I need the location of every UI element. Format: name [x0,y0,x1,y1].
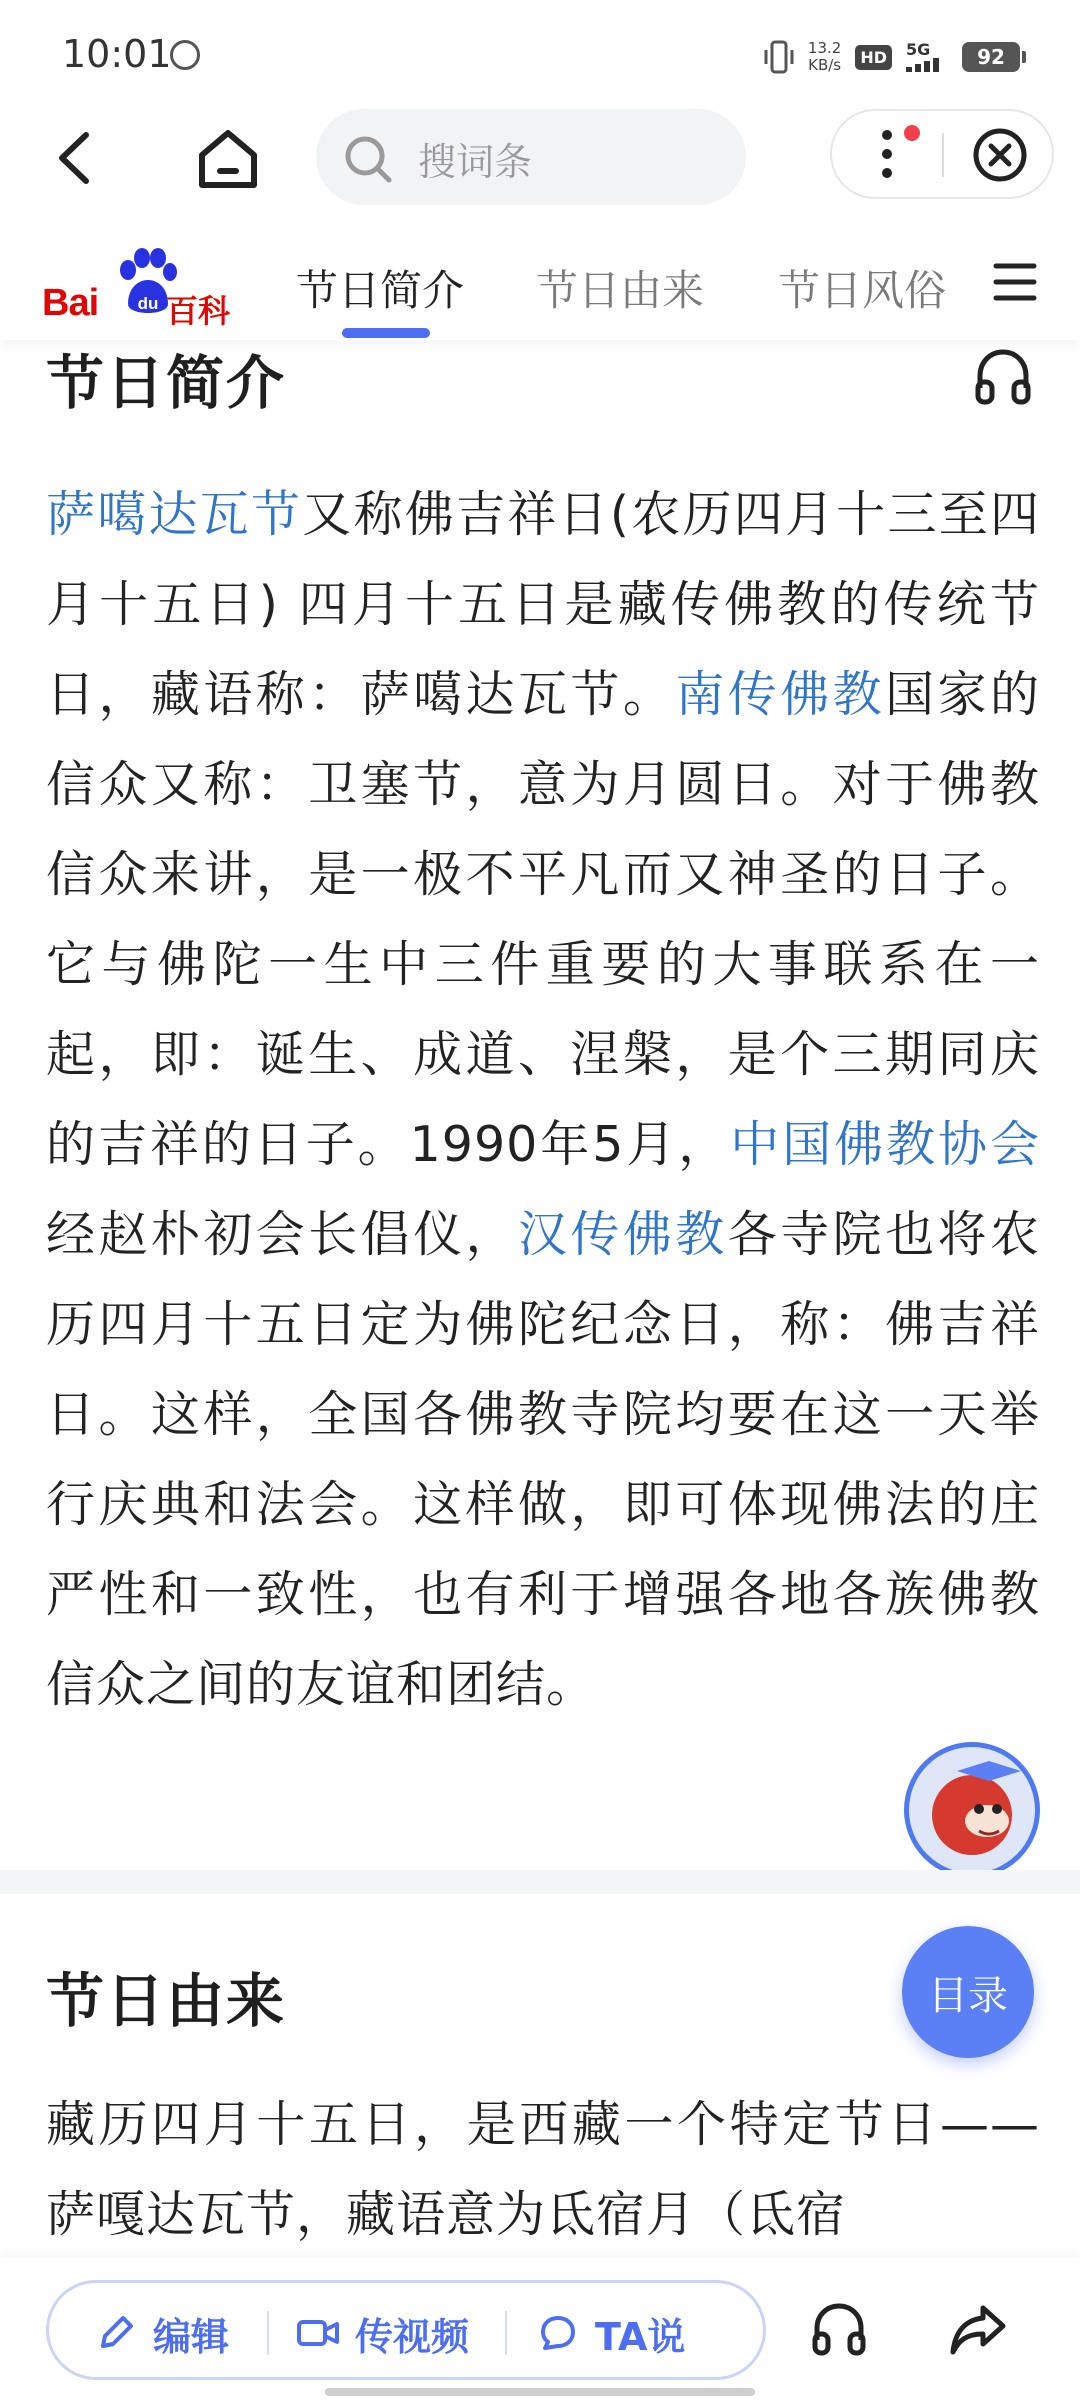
share-icon[interactable] [945,2296,1011,2362]
logo-du: du [137,294,159,313]
origin-text: 藏历四月十五日，是西藏一个特定节日——萨嘎达瓦节，藏语意为氐宿月（氐宿 [46,2096,1040,2243]
headphone-icon[interactable] [970,344,1036,410]
tab-origin[interactable]: 节日由来 [536,266,705,315]
data-saver-icon [170,40,200,70]
notification-dot [904,125,920,141]
signal-icon [906,58,948,72]
network-speed [808,40,841,74]
link-sagadawa[interactable]: 萨噶达瓦节 [46,486,303,543]
video-camera-icon [295,2310,341,2356]
link-buddhist-association[interactable]: 中国佛教协会 [730,1116,1040,1173]
network-type: 5G [906,40,931,59]
baidu-baike-logo[interactable] [42,240,242,330]
capsule-menu [830,109,1054,199]
ta-say-button[interactable] [535,2305,685,2361]
section-title-intro: 节日简介 [46,349,287,417]
vibrate-icon [764,40,794,74]
tab-customs[interactable]: 节日风俗 [778,266,947,315]
video-label: 传视频 [355,2314,470,2359]
upload-video-button[interactable] [295,2305,469,2361]
section-tabs [0,220,1080,340]
bottom-bar [0,2258,1080,2400]
battery-level: 92 [977,45,1005,69]
section-title-origin: 节日由来 [46,1967,287,2035]
listen-headphone-icon[interactable] [808,2298,870,2360]
search-input[interactable] [316,109,746,205]
action-divider [267,2311,269,2355]
intro-text-3: 经赵朴初会长倡仪， [46,1206,518,1263]
tab-intro[interactable]: 节日简介 [296,266,465,315]
home-icon[interactable] [190,121,266,197]
ta-label: TA说 [595,2314,686,2359]
active-tab-indicator [342,328,430,338]
top-nav [0,105,1080,215]
search-icon [342,133,394,185]
logo-baike: 百科 [166,292,231,330]
battery-icon [962,42,1020,72]
intro-text-4: 各寺院也将农历四月十五日定为佛陀纪念日，称：佛吉祥日。这样，全国各佛教寺院均要在这一天举行庆典和法会。这样做，即可体现佛法的庄严性和一致性，也有利于增强各地各族佛教信众之间的友谊和团结。 [46,1206,1040,1713]
hd-badge: HD [855,45,892,70]
intro-paragraph [46,470,1040,1730]
link-theravada[interactable]: 南传佛教 [675,666,886,723]
action-divider [505,2311,507,2355]
chat-bubble-icon [535,2310,581,2356]
back-icon[interactable] [40,123,110,193]
logo-bai: Bai [42,282,99,324]
pencil-icon [93,2310,139,2356]
menu-icon[interactable] [990,260,1040,304]
intro-text-1: 又称佛吉祥日(农历四月十三至四月十五日) 四月十五日是藏传佛教的传统节日，藏语称：萨噶达瓦节。 [46,486,1040,723]
close-icon[interactable] [970,125,1030,185]
origin-paragraph [46,2080,1040,2260]
section-divider [0,1870,1080,1894]
signal-indicator [906,42,948,72]
capsule-divider [942,133,944,177]
action-group [46,2280,766,2380]
status-indicators [764,34,1020,80]
mascot-icon [909,1747,1035,1873]
home-indicator[interactable] [325,2388,755,2396]
edit-label: 编辑 [153,2314,230,2359]
network-speed-value: 13.2 [807,39,842,57]
link-han-buddhism[interactable]: 汉传佛教 [517,1206,728,1263]
network-speed-unit: KB/s [808,56,842,74]
status-bar [0,0,1080,110]
edit-button[interactable] [93,2305,229,2361]
intro-text-2: 国家的信众又称：卫塞节，意为月圆日。对于佛教信众来讲，是一极不平凡而又神圣的日子。它与佛陀一生中三件重要的大事联系在一起，即：诞生、成道、涅槃，是个三期同庆的吉祥的日子。1990年5月， [46,666,1040,1173]
search-placeholder: 搜词条 [418,140,533,184]
ai-assistant-avatar[interactable] [904,1742,1040,1878]
status-time: 10:01 [62,32,172,76]
toc-button[interactable]: 目录 [902,1926,1034,2058]
